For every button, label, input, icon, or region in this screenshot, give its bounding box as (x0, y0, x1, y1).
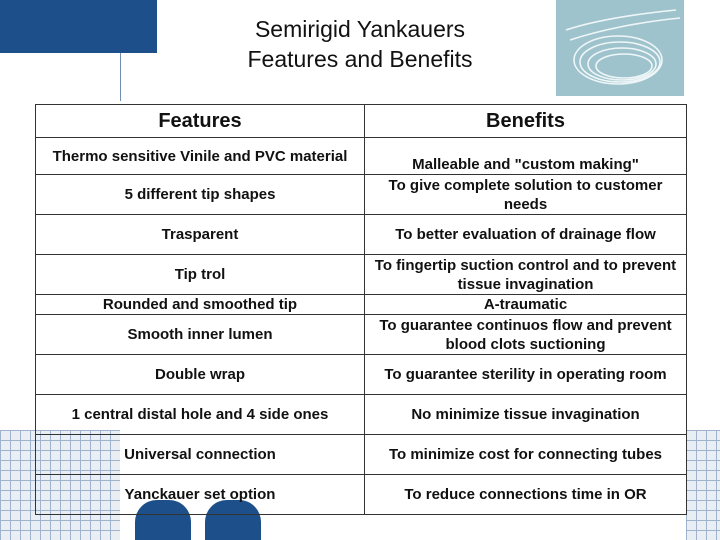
benefit-cell: To guarantee sterility in operating room (365, 355, 687, 395)
table-row (36, 395, 687, 435)
feature-cell: Double wrap (36, 355, 365, 395)
benefit-cell: To guarantee continuos flow and prevent blood clots suctioning (365, 315, 687, 355)
table-row (36, 435, 687, 475)
table-row (36, 175, 687, 215)
features-header: Features (36, 105, 365, 138)
bottom-right-pattern (686, 430, 720, 540)
table-row (36, 138, 687, 175)
decorative-line (120, 53, 121, 101)
benefit-cell: To give complete solution to customer needs (365, 175, 687, 215)
feature-cell: Trasparent (36, 215, 365, 255)
feature-cell: Rounded and smoothed tip (36, 295, 365, 315)
corner-decoration (0, 0, 157, 53)
yankauer-tubing-photo-icon (556, 0, 684, 96)
title-line-1: Semirigid Yankauers (254, 16, 466, 42)
feature-cell: Thermo sensitive Vinile and PVC material (36, 138, 365, 175)
feature-cell: Smooth inner lumen (36, 315, 365, 355)
benefit-cell: A-traumatic (365, 295, 687, 315)
benefit-cell: Malleable and "custom making" (365, 138, 687, 175)
feature-cell: Universal connection (36, 435, 365, 475)
product-photo (556, 0, 684, 96)
table-row (36, 315, 687, 355)
table-row (36, 475, 687, 515)
feature-cell: 1 central distal hole and 4 side ones (36, 395, 365, 435)
benefit-cell: To better evaluation of drainage flow (365, 215, 687, 255)
feature-cell: Tip trol (36, 255, 365, 295)
slide-title (170, 14, 550, 74)
table-row (36, 215, 687, 255)
features-benefits-table (35, 104, 687, 515)
feature-cell: Yanckauer set option (36, 475, 365, 515)
benefit-cell: To reduce connections time in OR (365, 475, 687, 515)
benefit-cell: To minimize cost for connecting tubes (365, 435, 687, 475)
benefit-cell: To fingertip suction control and to prevent tissue invagination (365, 255, 687, 295)
benefits-header: Benefits (365, 105, 687, 138)
table-row (36, 295, 687, 315)
feature-cell: 5 different tip shapes (36, 175, 365, 215)
table-row (36, 255, 687, 295)
title-line-2: Features and Benefits (247, 46, 473, 72)
table-row (36, 355, 687, 395)
benefit-cell: No minimize tissue invagination (365, 395, 687, 435)
